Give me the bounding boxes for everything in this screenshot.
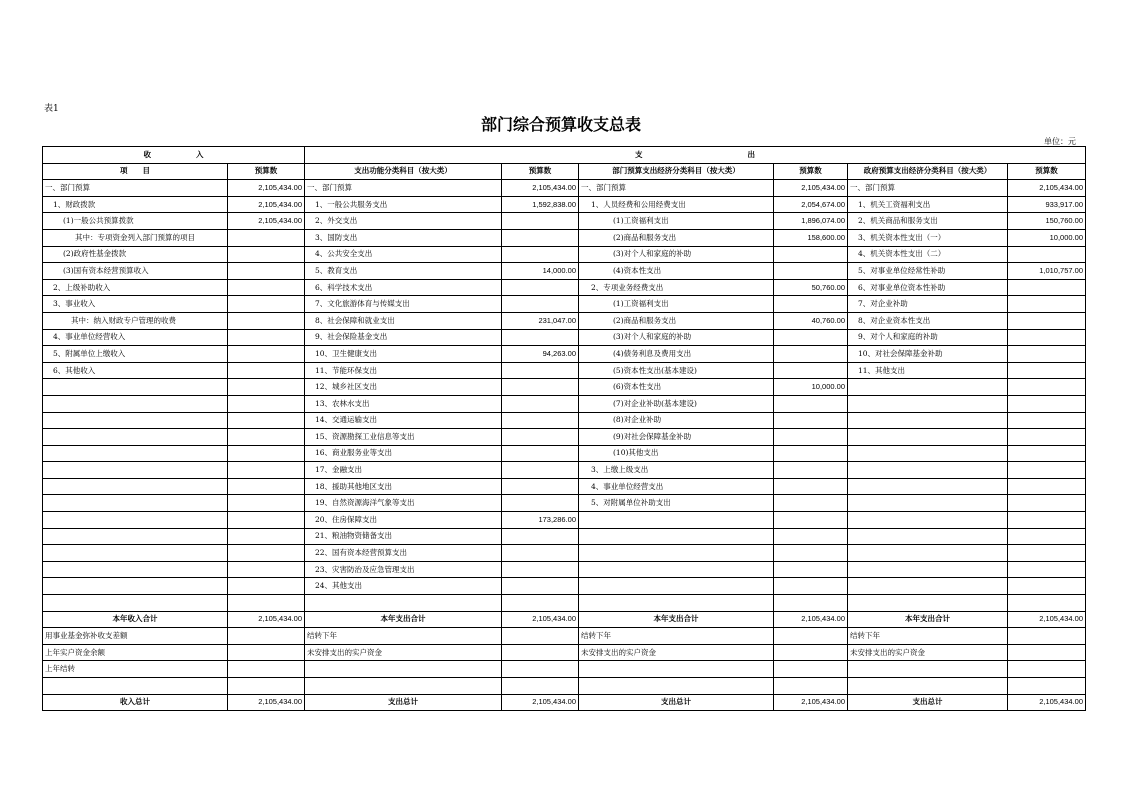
amount-cell [774, 395, 848, 412]
amount-cell [228, 512, 305, 529]
section-header-row [43, 147, 1086, 164]
item-cell: 9、对个人和家庭的补助 [848, 329, 1008, 346]
item-cell: 4、公共安全支出 [305, 246, 502, 263]
item-cell: (4)债务利息及费用支出 [579, 346, 774, 363]
item-cell: (1)工资福利支出 [579, 213, 774, 230]
amount-cell [1008, 429, 1086, 446]
amount-cell [228, 362, 305, 379]
cell: 结转下年 [579, 628, 774, 645]
item-cell: 一、部门预算 [579, 180, 774, 197]
amount-cell [774, 545, 848, 562]
item-cell: 14、交通运输支出 [305, 412, 502, 429]
amount-cell [1008, 445, 1086, 462]
dept-grand-label: 支出总计 [579, 694, 774, 711]
item-cell: 2、外交支出 [305, 213, 502, 230]
amount-cell [502, 246, 579, 263]
item-cell: (7)对企业补助(基本建设) [579, 395, 774, 412]
item-cell [848, 478, 1008, 495]
item-cell: 10、卫生健康支出 [305, 346, 502, 363]
item-cell [43, 478, 228, 495]
amount-cell [502, 545, 579, 562]
cell: 上年结转 [43, 661, 228, 678]
cell: 上年实户资金余额 [43, 644, 228, 661]
table-row [43, 478, 1086, 495]
amount-cell [774, 512, 848, 529]
amount-cell [774, 296, 848, 313]
amount-cell [228, 478, 305, 495]
amount-cell [774, 412, 848, 429]
amount-cell [502, 362, 579, 379]
amount-cell: 1,896,074.00 [774, 213, 848, 230]
amount-cell [228, 395, 305, 412]
dept-grand-value: 2,105,434.00 [774, 694, 848, 711]
table-row [43, 296, 1086, 313]
item-cell [43, 395, 228, 412]
table-row [43, 678, 1086, 695]
item-cell [848, 395, 1008, 412]
amount-cell [228, 296, 305, 313]
amount-cell [1008, 329, 1086, 346]
amount-cell [228, 312, 305, 329]
item-cell [579, 512, 774, 529]
item-cell: (3)对个人和家庭的补助 [579, 246, 774, 263]
item-cell: 23、灾害防治及应急管理支出 [305, 561, 502, 578]
item-cell: 16、商业服务业等支出 [305, 445, 502, 462]
item-cell: (1)一般公共预算拨款 [43, 213, 228, 230]
amount-cell: 2,105,434.00 [502, 180, 579, 197]
func-grand-value: 2,105,434.00 [502, 694, 579, 711]
amount-cell: 2,105,434.00 [228, 196, 305, 213]
func-grand-label: 支出总计 [305, 694, 502, 711]
gov-total-value: 2,105,434.00 [1008, 611, 1086, 628]
table-row [43, 561, 1086, 578]
gov-grand-label: 支出总计 [848, 694, 1008, 711]
table-row [43, 462, 1086, 479]
amount-cell [1008, 595, 1086, 612]
amount-cell [228, 246, 305, 263]
item-cell [848, 462, 1008, 479]
amount-cell [228, 578, 305, 595]
grand-total-row [43, 694, 1086, 711]
table-row [43, 578, 1086, 595]
table-row [43, 495, 1086, 512]
table-row [43, 263, 1086, 280]
item-cell: 其中：专项资金列入部门预算的项目 [43, 229, 228, 246]
amount-cell [228, 346, 305, 363]
item-cell: 10、对社会保障基金补助 [848, 346, 1008, 363]
item-cell [848, 429, 1008, 446]
func-total-label: 本年支出合计 [305, 611, 502, 628]
amount-cell: 933,917.00 [1008, 196, 1086, 213]
item-cell: (3)对个人和家庭的补助 [579, 329, 774, 346]
item-cell [43, 545, 228, 562]
amount-cell: 1,592,838.00 [502, 196, 579, 213]
item-cell: 17、金融支出 [305, 462, 502, 479]
table-row [43, 661, 1086, 678]
table-row [43, 628, 1086, 645]
item-cell [579, 595, 774, 612]
item-cell: (10)其他支出 [579, 445, 774, 462]
table-row [43, 246, 1086, 263]
item-cell: 20、住房保障支出 [305, 512, 502, 529]
table-row [43, 595, 1086, 612]
dept-econ-header: 部门预算支出经济分类科目（按大类） [579, 163, 774, 180]
item-cell: 13、农林水支出 [305, 395, 502, 412]
amount-cell: 2,054,674.00 [774, 196, 848, 213]
amount-cell [228, 263, 305, 280]
annual-total-row [43, 611, 1086, 628]
amount-cell [228, 462, 305, 479]
amount-cell: 50,760.00 [774, 279, 848, 296]
item-cell: 1、人员经费和公用经费支出 [579, 196, 774, 213]
item-cell: 1、一般公共服务支出 [305, 196, 502, 213]
amount-cell [774, 462, 848, 479]
item-cell: 15、资源勘探工业信息等支出 [305, 429, 502, 446]
item-cell: (4)资本性支出 [579, 263, 774, 280]
amount-cell [1008, 395, 1086, 412]
item-cell [848, 595, 1008, 612]
item-cell: 18、援助其他地区支出 [305, 478, 502, 495]
column-header-row [43, 163, 1086, 180]
item-cell: (3)国有资本经营预算收入 [43, 263, 228, 280]
item-cell: 一、部门预算 [305, 180, 502, 197]
item-cell [43, 462, 228, 479]
table-row [43, 329, 1086, 346]
amount-cell [502, 445, 579, 462]
amount-cell [1008, 545, 1086, 562]
amount-cell [502, 429, 579, 446]
amount-cell [502, 329, 579, 346]
item-cell [305, 595, 502, 612]
unit-label: 单位：元 [1044, 137, 1076, 146]
income-grand-label: 收入总计 [43, 694, 228, 711]
amount-cell [228, 279, 305, 296]
item-cell: 6、其他收入 [43, 362, 228, 379]
cell: 未安排支出的实户资金 [305, 644, 502, 661]
amount-cell [228, 412, 305, 429]
table-row [43, 512, 1086, 529]
item-cell [43, 512, 228, 529]
amount-cell [228, 561, 305, 578]
amount-cell [1008, 528, 1086, 545]
amount-cell [1008, 412, 1086, 429]
item-cell: 11、节能环保支出 [305, 362, 502, 379]
item-cell [43, 528, 228, 545]
amount-cell: 2,105,434.00 [774, 180, 848, 197]
amount-cell [502, 561, 579, 578]
amount-cell [1008, 296, 1086, 313]
amount-cell [228, 379, 305, 396]
item-cell [43, 379, 228, 396]
amount-cell: 94,263.00 [502, 346, 579, 363]
amount-cell [1008, 495, 1086, 512]
amount-cell [774, 445, 848, 462]
item-cell: 2、上级补助收入 [43, 279, 228, 296]
item-cell: 5、对事业单位经常性补助 [848, 263, 1008, 280]
amount-cell [502, 595, 579, 612]
amount-cell: 10,000.00 [774, 379, 848, 396]
item-cell [579, 578, 774, 595]
amount-cell: 14,000.00 [502, 263, 579, 280]
amount-header: 预算数 [1008, 163, 1086, 180]
amount-cell: 40,760.00 [774, 312, 848, 329]
table-row [43, 180, 1086, 197]
item-cell: 4、事业单位经营支出 [579, 478, 774, 495]
amount-cell [1008, 362, 1086, 379]
income-grand-value: 2,105,434.00 [228, 694, 305, 711]
amount-cell: 158,600.00 [774, 229, 848, 246]
item-cell: 5、附属单位上缴收入 [43, 346, 228, 363]
item-cell [848, 412, 1008, 429]
amount-cell [502, 229, 579, 246]
item-cell [848, 495, 1008, 512]
item-cell: 21、粮油物资储备支出 [305, 528, 502, 545]
amount-cell: 173,286.00 [502, 512, 579, 529]
amount-cell [774, 561, 848, 578]
budget-table [42, 146, 1086, 711]
amount-cell [502, 412, 579, 429]
item-cell [43, 595, 228, 612]
amount-cell [1008, 462, 1086, 479]
func-class-header: 支出功能分类科目（按大类） [305, 163, 502, 180]
amount-cell [1008, 478, 1086, 495]
item-cell [848, 528, 1008, 545]
table-row [43, 429, 1086, 446]
amount-cell: 2,105,434.00 [228, 180, 305, 197]
table-row [43, 213, 1086, 230]
amount-cell [502, 213, 579, 230]
cell: 结转下年 [305, 628, 502, 645]
amount-cell: 1,010,757.00 [1008, 263, 1086, 280]
item-cell: 其中：纳入财政专户管理的收费 [43, 312, 228, 329]
item-cell: 8、对企业资本性支出 [848, 312, 1008, 329]
amount-cell [228, 545, 305, 562]
table-row [43, 229, 1086, 246]
table-number: 表1 [44, 104, 59, 114]
amount-cell [774, 495, 848, 512]
table-row [43, 644, 1086, 661]
table-row [43, 379, 1086, 396]
amount-cell [502, 296, 579, 313]
item-cell: 1、机关工资福利支出 [848, 196, 1008, 213]
item-cell: (2)商品和服务支出 [579, 312, 774, 329]
amount-header: 预算数 [502, 163, 579, 180]
item-cell: 7、文化旅游体育与传媒支出 [305, 296, 502, 313]
item-cell: 5、对附属单位补助支出 [579, 495, 774, 512]
expense-section-header: 支 出 [305, 147, 1086, 164]
item-cell: 24、其他支出 [305, 578, 502, 595]
item-cell: 4、机关资本性支出（二） [848, 246, 1008, 263]
item-cell [848, 512, 1008, 529]
item-cell [43, 495, 228, 512]
table-row [43, 545, 1086, 562]
amount-cell [228, 595, 305, 612]
table-row [43, 312, 1086, 329]
item-cell: 9、社会保险基金支出 [305, 329, 502, 346]
item-cell [43, 561, 228, 578]
income-total-value: 2,105,434.00 [228, 611, 305, 628]
item-cell: 11、其他支出 [848, 362, 1008, 379]
table-row [43, 279, 1086, 296]
amount-header: 预算数 [228, 163, 305, 180]
amount-cell [228, 528, 305, 545]
income-section-header: 收 入 [43, 147, 305, 164]
item-cell: (2)商品和服务支出 [579, 229, 774, 246]
amount-cell [774, 429, 848, 446]
cell: 用事业基金弥补收支差额 [43, 628, 228, 645]
amount-cell: 10,000.00 [1008, 229, 1086, 246]
item-cell: 3、机关资本性支出（一） [848, 229, 1008, 246]
amount-cell [774, 478, 848, 495]
item-cell: 5、教育支出 [305, 263, 502, 280]
amount-cell: 231,047.00 [502, 312, 579, 329]
dept-total-label: 本年支出合计 [579, 611, 774, 628]
cell: 未安排支出的实户资金 [579, 644, 774, 661]
item-cell: 3、上缴上级支出 [579, 462, 774, 479]
item-cell: (2)政府性基金拨款 [43, 246, 228, 263]
table-row [43, 445, 1086, 462]
amount-cell [1008, 512, 1086, 529]
item-cell [848, 545, 1008, 562]
item-cell: 8、社会保障和就业支出 [305, 312, 502, 329]
item-cell: 1、财政拨款 [43, 196, 228, 213]
amount-cell [502, 395, 579, 412]
item-cell: (8)对企业补助 [579, 412, 774, 429]
amount-cell [1008, 312, 1086, 329]
gov-econ-header: 政府预算支出经济分类科目（按大类） [848, 163, 1008, 180]
item-cell [43, 429, 228, 446]
amount-cell [1008, 561, 1086, 578]
func-total-value: 2,105,434.00 [502, 611, 579, 628]
item-cell: 22、国有资本经营预算支出 [305, 545, 502, 562]
amount-cell [1008, 578, 1086, 595]
amount-cell [502, 578, 579, 595]
amount-cell [228, 445, 305, 462]
item-cell [848, 578, 1008, 595]
item-cell: 6、对事业单位资本性补助 [848, 279, 1008, 296]
amount-cell [774, 578, 848, 595]
amount-cell [1008, 346, 1086, 363]
table-row [43, 528, 1086, 545]
amount-cell [1008, 246, 1086, 263]
amount-cell [502, 462, 579, 479]
amount-cell [502, 495, 579, 512]
table-row [43, 395, 1086, 412]
item-cell: 4、事业单位经营收入 [43, 329, 228, 346]
amount-cell [502, 528, 579, 545]
item-cell: 3、事业收入 [43, 296, 228, 313]
amount-cell: 150,760.00 [1008, 213, 1086, 230]
item-cell [579, 561, 774, 578]
amount-header: 预算数 [774, 163, 848, 180]
item-cell [43, 445, 228, 462]
table-row [43, 412, 1086, 429]
table-row [43, 196, 1086, 213]
amount-cell [228, 429, 305, 446]
amount-cell [774, 362, 848, 379]
item-cell: 一、部门预算 [43, 180, 228, 197]
amount-cell [502, 379, 579, 396]
item-cell: (9)对社会保障基金补助 [579, 429, 774, 446]
amount-cell: 2,105,434.00 [1008, 180, 1086, 197]
item-cell: 12、城乡社区支出 [305, 379, 502, 396]
amount-cell [774, 329, 848, 346]
table-row [43, 346, 1086, 363]
item-cell: 2、机关商品和服务支出 [848, 213, 1008, 230]
cell: 未安排支出的实户资金 [848, 644, 1008, 661]
amount-cell [774, 528, 848, 545]
gov-total-label: 本年支出合计 [848, 611, 1008, 628]
item-cell: (5)资本性支出(基本建设) [579, 362, 774, 379]
income-total-label: 本年收入合计 [43, 611, 228, 628]
item-cell: 7、对企业补助 [848, 296, 1008, 313]
amount-cell [774, 595, 848, 612]
dept-total-value: 2,105,434.00 [774, 611, 848, 628]
item-cell: 19、自然资源海洋气象等支出 [305, 495, 502, 512]
amount-cell: 2,105,434.00 [228, 213, 305, 230]
page-title: 部门综合预算收支总表 [480, 115, 641, 134]
amount-cell [1008, 379, 1086, 396]
amount-cell [1008, 279, 1086, 296]
item-cell: (1)工资福利支出 [579, 296, 774, 313]
amount-cell [774, 346, 848, 363]
item-header: 项 目 [43, 163, 228, 180]
item-cell: 2、专项业务经费支出 [579, 279, 774, 296]
amount-cell [774, 263, 848, 280]
gov-grand-value: 2,105,434.00 [1008, 694, 1086, 711]
item-cell [848, 445, 1008, 462]
amount-cell [502, 279, 579, 296]
item-cell [43, 578, 228, 595]
amount-cell [228, 229, 305, 246]
item-cell: 一、部门预算 [848, 180, 1008, 197]
item-cell [579, 528, 774, 545]
item-cell [848, 561, 1008, 578]
table-row [43, 362, 1086, 379]
item-cell: 3、国防支出 [305, 229, 502, 246]
amount-cell [502, 478, 579, 495]
item-cell [43, 412, 228, 429]
amount-cell [774, 246, 848, 263]
item-cell: (6)资本性支出 [579, 379, 774, 396]
item-cell: 6、科学技术支出 [305, 279, 502, 296]
amount-cell [228, 495, 305, 512]
cell: 结转下年 [848, 628, 1008, 645]
item-cell [848, 379, 1008, 396]
amount-cell [228, 329, 305, 346]
item-cell [579, 545, 774, 562]
